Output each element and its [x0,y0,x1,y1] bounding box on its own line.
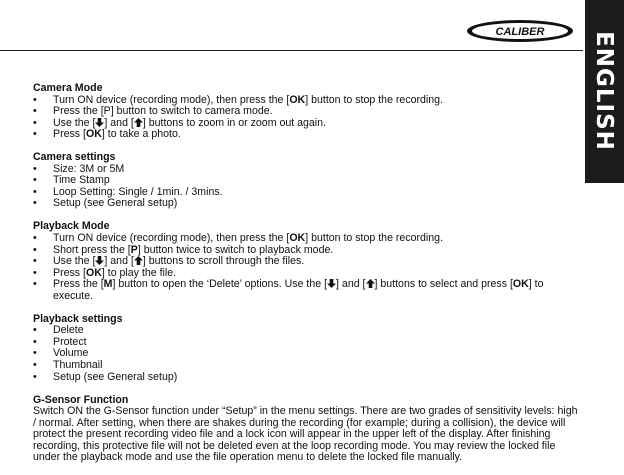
camera-settings-section [33,152,578,210]
list-item: • Loop Setting: Single / 1min. / 3mins. [33,187,578,199]
g-sensor-section [33,395,578,464]
arrow-up-icon [134,118,143,127]
list-item: • Thumbnail [33,360,578,372]
ok-key: OK [85,128,102,141]
list-item: • Size: 3M or 5M [33,164,578,176]
list-item: • Turn ON device (recording mode), then press the [OK] button to stop the recording. [33,233,578,245]
arrow-up-icon [134,256,143,265]
list-item: • Turn ON device (recording mode), then press the [OK] button to stop the recording. [33,95,578,107]
section-title: G-Sensor Function [33,393,129,406]
manual-content [33,83,578,475]
p-key: P [130,243,138,256]
section-title: Playback settings [33,312,123,325]
g-sensor-body: Switch ON the G-Sensor function under “Setup” in the menu settings. There are two grades of sensitivity levels: high / normal. After setting, when there are shakes during the recording (for example; during a collision), the device will protect the present recording video file and a lock icon will appear in the upper left of the display. After finishing recording, this protective file will not be deleted even at the loop recording mode. You may review the locked file under the playback mode and use the file operation menu to delete the locked file manually. [33,405,578,464]
language-tab [585,0,624,183]
section-title: Playback Mode [33,220,110,233]
list-item: • Use the [ ] and [ ] buttons to scroll through the files. [33,256,578,268]
ok-key: OK [289,93,306,106]
arrow-up-icon [366,279,375,288]
list-item: • Press the [M] button to open the ‘Delete’ options. Use the [ ] and [ ] buttons to select and press [OK] to execute. [33,279,578,302]
caliber-logo [466,19,574,43]
playback-mode-section [33,221,578,302]
list-item: • Delete [33,325,578,337]
list-item: • Short press the [P] button twice to switch to playback mode. [33,245,578,257]
m-key: M [103,278,113,291]
brand-text: CALIBER [495,26,545,38]
ok-key: OK [512,278,529,291]
section-title: Camera Mode [33,82,103,94]
list-item: • Protect [33,337,578,349]
list-item: • Volume [33,348,578,360]
list-item: • Setup (see General setup) [33,198,578,210]
ok-key: OK [289,232,306,245]
ok-key: OK [85,266,102,279]
list-item: • Press [OK] to take a photo. [33,129,578,141]
playback-settings-section [33,314,578,383]
camera-mode-section [33,83,578,141]
header-divider [0,50,583,51]
section-title: Camera settings [33,151,116,164]
list-item: • Setup (see General setup) [33,372,578,384]
list-item: • Time Stamp [33,175,578,187]
language-label: ENGLISH [591,31,617,151]
list-item: • Use the [ ] and [ ] buttons to zoom in or zoom out again. [33,118,578,130]
list-item: • Press [OK] to play the file. [33,268,578,280]
arrow-down-icon [327,279,336,288]
list-item: • Press the [P] button to switch to camera mode. [33,106,578,118]
